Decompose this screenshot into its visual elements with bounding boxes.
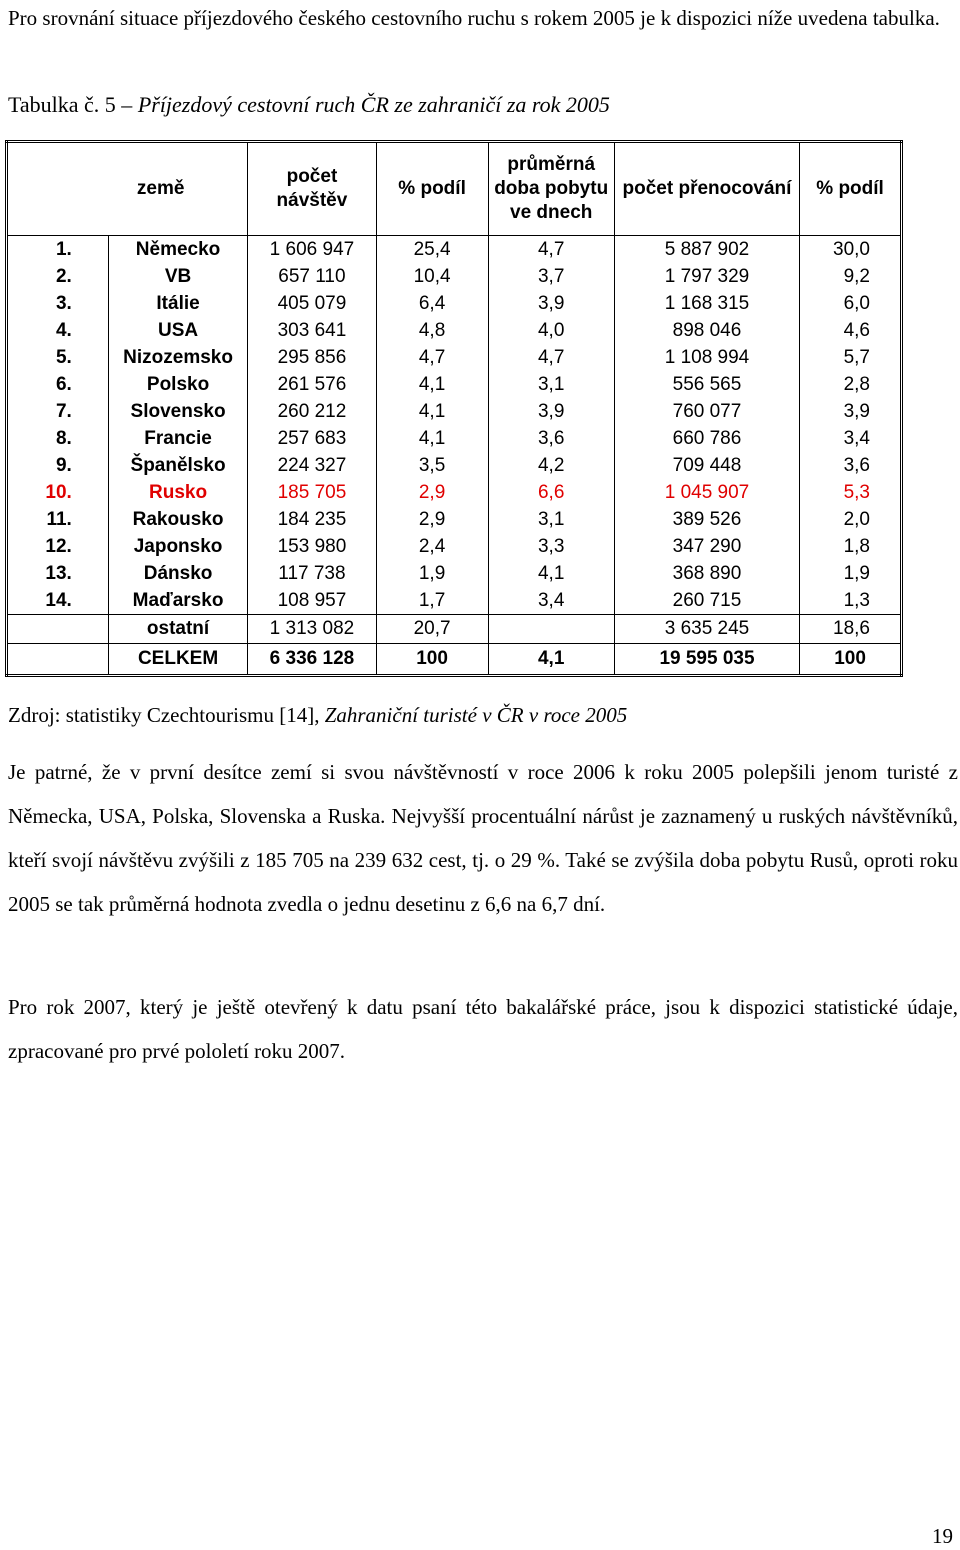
cell-rank: 4. xyxy=(7,317,109,344)
table-caption xyxy=(8,92,610,118)
cell-nights: 709 448 xyxy=(614,452,799,479)
table-caption-label: Tabulka č. 5 – xyxy=(8,92,138,117)
cell-share2: 3,9 xyxy=(800,398,902,425)
cell-country: Francie xyxy=(108,425,247,452)
header-country: země xyxy=(7,142,248,236)
cell-rank: 10. xyxy=(7,479,109,506)
cell-share: 1,7 xyxy=(376,587,488,615)
cell-avg-stay: 4,7 xyxy=(488,236,614,264)
table-caption-title: Příjezdový cestovní ruch ČR ze zahraničí za rok 2005 xyxy=(137,92,610,117)
cell-country: Španělsko xyxy=(108,452,247,479)
cell-avg-stay: 3,9 xyxy=(488,398,614,425)
table-body xyxy=(7,236,902,676)
cell-share: 25,4 xyxy=(376,236,488,264)
cell-rank-empty xyxy=(7,644,109,676)
cell-country: Německo xyxy=(108,236,247,264)
cell-avg-stay: 3,6 xyxy=(488,425,614,452)
cell-avg-stay: 3,9 xyxy=(488,290,614,317)
cell-share: 4,1 xyxy=(376,398,488,425)
table-row xyxy=(7,425,902,452)
cell-share: 2,9 xyxy=(376,479,488,506)
cell-share2: 100 xyxy=(800,644,902,676)
table-row xyxy=(7,506,902,533)
cell-share2: 4,6 xyxy=(800,317,902,344)
cell-visits: 108 957 xyxy=(248,587,376,615)
cell-visits: 224 327 xyxy=(248,452,376,479)
cell-nights: 1 168 315 xyxy=(614,290,799,317)
cell-country: USA xyxy=(108,317,247,344)
cell-nights: 347 290 xyxy=(614,533,799,560)
cell-nights: 19 595 035 xyxy=(614,644,799,676)
cell-share: 2,9 xyxy=(376,506,488,533)
tourism-table xyxy=(5,140,903,677)
cell-country: ostatní xyxy=(108,615,247,644)
cell-share2: 3,4 xyxy=(800,425,902,452)
cell-rank: 14. xyxy=(7,587,109,615)
table-row xyxy=(7,290,902,317)
cell-avg-stay: 4,1 xyxy=(488,560,614,587)
header-nights: počet přenocování xyxy=(614,142,799,236)
intro-text: Pro srovnání situace příjezdového českého cestovního ruchu s rokem 2005 je k dispozici níže uvedena tabulka. xyxy=(8,6,940,30)
source-note xyxy=(8,703,627,728)
cell-share2: 3,6 xyxy=(800,452,902,479)
cell-avg-stay: 3,1 xyxy=(488,506,614,533)
table-row-other xyxy=(7,615,902,644)
cell-visits: 261 576 xyxy=(248,371,376,398)
cell-share: 2,4 xyxy=(376,533,488,560)
cell-avg-stay: 6,6 xyxy=(488,479,614,506)
cell-share: 100 xyxy=(376,644,488,676)
cell-rank: 2. xyxy=(7,263,109,290)
table-row xyxy=(7,344,902,371)
cell-share2: 5,7 xyxy=(800,344,902,371)
cell-country: Polsko xyxy=(108,371,247,398)
cell-rank: 12. xyxy=(7,533,109,560)
cell-avg-stay: 3,3 xyxy=(488,533,614,560)
cell-share2: 9,2 xyxy=(800,263,902,290)
cell-share: 4,8 xyxy=(376,317,488,344)
cell-share2: 2,0 xyxy=(800,506,902,533)
cell-avg-stay: 4,2 xyxy=(488,452,614,479)
cell-share2: 18,6 xyxy=(800,615,902,644)
table-row xyxy=(7,371,902,398)
cell-nights: 556 565 xyxy=(614,371,799,398)
cell-country: Rusko xyxy=(108,479,247,506)
cell-share2: 30,0 xyxy=(800,236,902,264)
cell-nights: 660 786 xyxy=(614,425,799,452)
table-row-total xyxy=(7,644,902,676)
cell-nights: 368 890 xyxy=(614,560,799,587)
table-row xyxy=(7,263,902,290)
cell-visits: 185 705 xyxy=(248,479,376,506)
cell-country: VB xyxy=(108,263,247,290)
table-row xyxy=(7,533,902,560)
header-share: % podíl xyxy=(376,142,488,236)
cell-share: 1,9 xyxy=(376,560,488,587)
cell-avg-stay: 4,0 xyxy=(488,317,614,344)
cell-share2: 2,8 xyxy=(800,371,902,398)
cell-nights: 389 526 xyxy=(614,506,799,533)
cell-avg-stay: 3,1 xyxy=(488,371,614,398)
cell-avg-stay: 3,4 xyxy=(488,587,614,615)
header-visits: počet návštěv xyxy=(248,142,376,236)
cell-nights: 1 797 329 xyxy=(614,263,799,290)
cell-visits: 153 980 xyxy=(248,533,376,560)
cell-share2: 1,9 xyxy=(800,560,902,587)
cell-visits: 117 738 xyxy=(248,560,376,587)
cell-share: 4,1 xyxy=(376,425,488,452)
table-row xyxy=(7,560,902,587)
cell-share: 4,7 xyxy=(376,344,488,371)
cell-rank: 11. xyxy=(7,506,109,533)
cell-rank: 13. xyxy=(7,560,109,587)
source-title: Zahraniční turisté v ČR v roce 2005 xyxy=(324,703,628,727)
table-row xyxy=(7,317,902,344)
cell-share2: 5,3 xyxy=(800,479,902,506)
cell-avg-stay: 4,1 xyxy=(488,644,614,676)
cell-visits: 295 856 xyxy=(248,344,376,371)
cell-share: 20,7 xyxy=(376,615,488,644)
header-share2: % podíl xyxy=(800,142,902,236)
cell-rank: 1. xyxy=(7,236,109,264)
cell-visits: 1 606 947 xyxy=(248,236,376,264)
table-header-row xyxy=(7,142,902,236)
cell-visits: 303 641 xyxy=(248,317,376,344)
table-container xyxy=(5,140,903,677)
cell-nights: 1 108 994 xyxy=(614,344,799,371)
cell-rank: 5. xyxy=(7,344,109,371)
cell-rank: 6. xyxy=(7,371,109,398)
cell-rank: 8. xyxy=(7,425,109,452)
cell-avg-stay xyxy=(488,615,614,644)
cell-visits: 6 336 128 xyxy=(248,644,376,676)
table-row xyxy=(7,398,902,425)
cell-nights: 898 046 xyxy=(614,317,799,344)
cell-visits: 657 110 xyxy=(248,263,376,290)
cell-share: 3,5 xyxy=(376,452,488,479)
table-row xyxy=(7,479,902,506)
cell-nights: 760 077 xyxy=(614,398,799,425)
cell-rank: 7. xyxy=(7,398,109,425)
paragraph-2: Pro rok 2007, který je ještě otevřený k datu psaní této bakalářské práce, jsou k dispozici statistické údaje, zpracované pro prvé pololetí roku 2007. xyxy=(8,995,958,1063)
cell-share: 6,4 xyxy=(376,290,488,317)
cell-nights: 3 635 245 xyxy=(614,615,799,644)
cell-nights: 260 715 xyxy=(614,587,799,615)
paragraph-1: Je patrné, že v první desítce zemí si svou návštěvností v roce 2006 k roku 2005 polepšili jenom turisté z Německa, USA, Polska, Slovenska a Ruska. Nejvyšší procentuální nárůst je zaznamený u ruských návštěvníků, kteří svojí návštěvu zvýšili z 185 705 na 239 632 cest, tj. o 29 %. Také se zvýšila doba pobytu Rusů, oproti roku 2005 se tak průměrná hodnota zvedla o jednu desetinu z 6,6 na 6,7 dní. xyxy=(8,760,958,916)
cell-share2: 1,8 xyxy=(800,533,902,560)
cell-country: Japonsko xyxy=(108,533,247,560)
cell-avg-stay: 3,7 xyxy=(488,263,614,290)
cell-share2: 1,3 xyxy=(800,587,902,615)
header-avg-stay: průměrná doba pobytu ve dnech xyxy=(488,142,614,236)
cell-rank: 9. xyxy=(7,452,109,479)
cell-country: Itálie xyxy=(108,290,247,317)
cell-avg-stay: 4,7 xyxy=(488,344,614,371)
cell-rank-empty xyxy=(7,615,109,644)
cell-visits: 1 313 082 xyxy=(248,615,376,644)
cell-country: CELKEM xyxy=(108,644,247,676)
cell-country: Slovensko xyxy=(108,398,247,425)
cell-share: 10,4 xyxy=(376,263,488,290)
cell-visits: 260 212 xyxy=(248,398,376,425)
cell-nights: 1 045 907 xyxy=(614,479,799,506)
table-row xyxy=(7,587,902,615)
cell-visits: 405 079 xyxy=(248,290,376,317)
cell-country: Rakousko xyxy=(108,506,247,533)
cell-share2: 6,0 xyxy=(800,290,902,317)
table-row xyxy=(7,236,902,264)
page-number: 19 xyxy=(932,1524,953,1548)
cell-rank: 3. xyxy=(7,290,109,317)
cell-visits: 184 235 xyxy=(248,506,376,533)
cell-visits: 257 683 xyxy=(248,425,376,452)
cell-country: Maďarsko xyxy=(108,587,247,615)
table-row xyxy=(7,452,902,479)
cell-country: Nizozemsko xyxy=(108,344,247,371)
cell-nights: 5 887 902 xyxy=(614,236,799,264)
cell-share: 4,1 xyxy=(376,371,488,398)
cell-country: Dánsko xyxy=(108,560,247,587)
source-prefix: Zdroj: statistiky Czechtourismu [14], xyxy=(8,703,325,727)
